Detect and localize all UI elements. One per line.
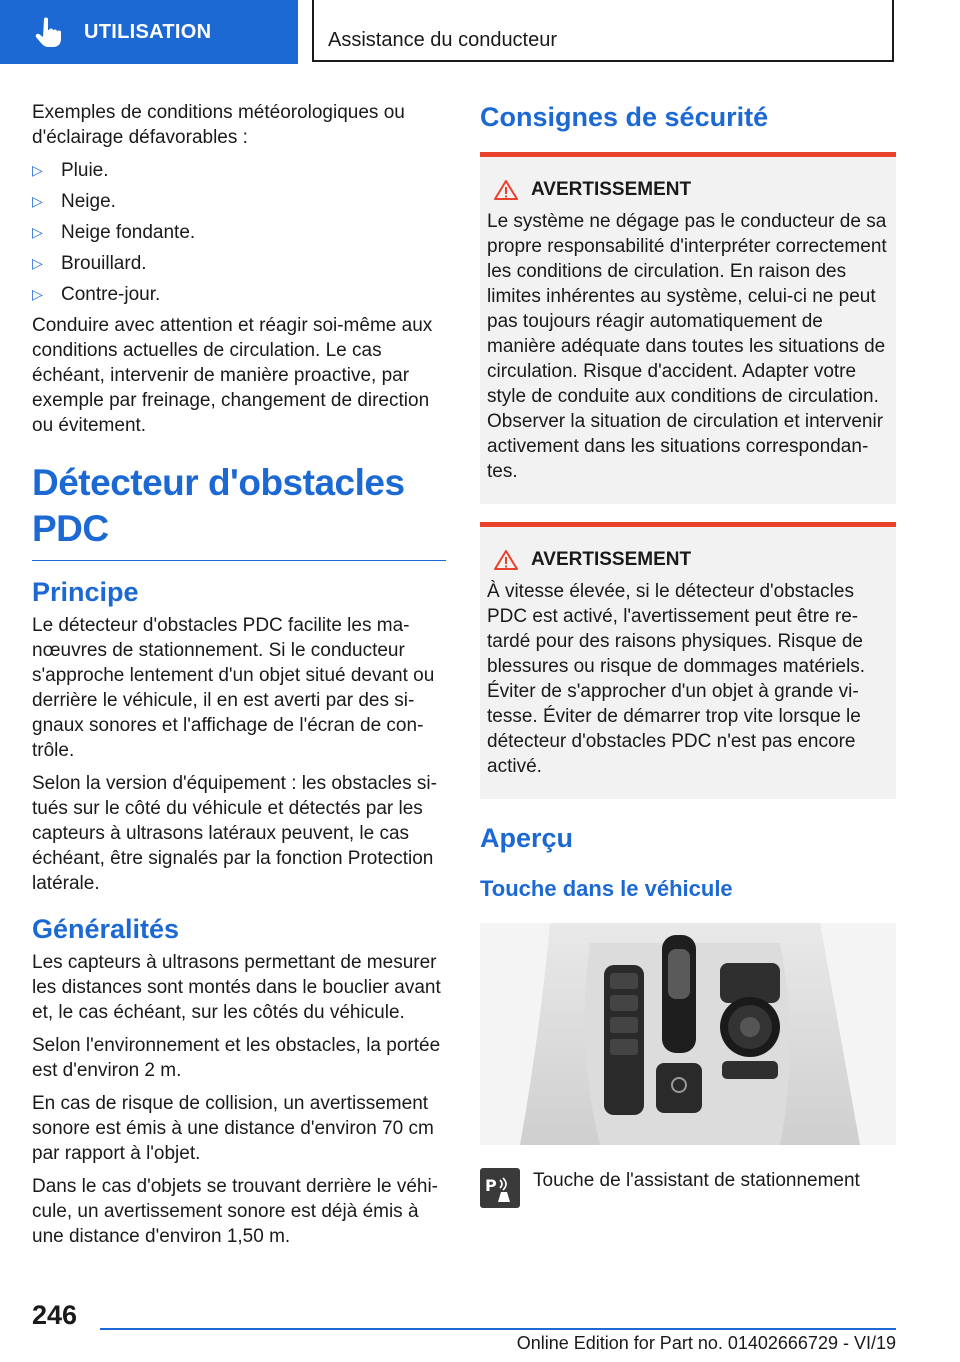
hand-pointer-icon	[32, 15, 66, 49]
warning-title: AVERTISSEMENT	[487, 179, 888, 201]
generalites-paragraph-4: Dans le cas d'objets se trouvant derrière le véhicule, un avertissement sonore est déjà émis à une distance d'environ 1,50 m.	[32, 1176, 438, 1247]
triangle-bullet-icon: ▷	[32, 286, 43, 302]
touche-heading: Touche dans le véhicule	[480, 876, 733, 901]
generalites-paragraph-3: En cas de risque de collision, un avertissement sonore est émis à une distance d'environ 70 cm par rapport à l'objet.	[32, 1093, 434, 1164]
right-column	[480, 100, 896, 1208]
principe-heading: Principe	[32, 577, 139, 607]
page-number: 246	[32, 1300, 78, 1330]
triangle-bullet-icon: ▷	[32, 193, 43, 209]
attention-paragraph: Conduire avec attention et réagir soi-même aux conditions actuelles de circulation. Le cas échéant, intervenir de manière proactive, par exemple par freinage, changement de direction ou évitement.	[32, 315, 433, 436]
section-tab[interactable]	[0, 0, 298, 64]
figure-caption	[480, 1168, 896, 1208]
warning-title: AVERTISSEMENT	[487, 549, 888, 571]
triangle-bullet-icon: ▷	[32, 162, 43, 178]
left-column	[32, 100, 446, 1257]
warning-box	[480, 152, 896, 504]
footer-divider	[100, 1328, 896, 1330]
list-item: ▷ Pluie.	[32, 160, 109, 181]
generalites-paragraph-2: Selon l'environnement et les obstacles, la portée est d'environ 2 m.	[32, 1035, 441, 1081]
list-item: ▷ Neige fondante.	[32, 222, 196, 243]
chapter-title: Assistance du conducteur	[328, 29, 558, 51]
warning-box	[480, 522, 896, 799]
principe-paragraph-2: Selon la version d'équipement : les obstacles situés sur le côté du véhicule et détectés par les capteurs à ultrasons latéraux peuvent, le cas échéant, être signalés par la fonction Protection latérale.	[32, 773, 437, 894]
apercu-heading: Aperçu	[480, 823, 574, 853]
principe-paragraph-1: Le détecteur d'obstacles PDC facilite les manœuvres de stationnement. Si le conducteur s'approche lentement d'un objet situé devant ou derrière le véhicule, il en est averti par des signaux sonores et l'affichage de l'écran de contrôle.	[32, 615, 435, 761]
parking-assistant-button-icon	[480, 1168, 520, 1208]
warning-text: À vitesse élevée, si le détecteur d'obstacles PDC est activé, l'avertissement peut être retardé pour des raisons physiques. Risque de blessures ou risque de dommages matériels. Éviter de s'approcher d'un objet à grande vitesse. Éviter de démarrer trop vite lorsque le détecteur d'obstacles PDC n'est pas encore activé.	[487, 581, 866, 777]
chapter-header	[312, 0, 894, 62]
warning-text: Le système ne dégage pas le conducteur de sa propre responsabilité d'interpréter correctement les conditions de circulation. En raison des limites inhérentes au système, celui-ci ne peut pas toujours réagir automatiquement de manière adéquate dans toutes les situations de circulation. Risque d'accident. Adapter votre style de conduite aux conditions de circulation. Observer la situation de circulation et intervenir activement dans les situations correspondantes.	[487, 211, 887, 482]
caption-text: Touche de l'assistant de stationnement	[533, 1170, 860, 1191]
list-item: ▷ Brouillard.	[32, 253, 147, 274]
triangle-bullet-icon: ▷	[32, 224, 43, 240]
triangle-bullet-icon: ▷	[32, 255, 43, 271]
generalites-heading: Généralités	[32, 914, 180, 944]
section-tab-label: UTILISATION	[84, 20, 212, 43]
list-item: ▷ Contre-jour.	[32, 284, 161, 305]
conditions-list	[32, 158, 446, 307]
list-item: ▷ Neige.	[32, 191, 116, 212]
safety-heading: Consignes de sécurité	[480, 102, 769, 132]
edition-text: Online Edition for Part no. 01402666729 - VI/19	[516, 1333, 896, 1353]
main-heading: Détecteur d'obstacles PDC	[32, 460, 446, 561]
generalites-paragraph-1: Les capteurs à ultrasons permettant de mesurer les distances sont montés dans le bouclier avant et, le cas échéant, sur les côtés du véhicule.	[32, 952, 441, 1023]
center-console-photo	[480, 923, 896, 1145]
warning-triangle-icon	[493, 179, 519, 201]
warning-triangle-icon	[493, 549, 519, 571]
svg-text:P: P	[485, 1176, 497, 1195]
intro-paragraph: Exemples de conditions météorologiques ou d'éclairage défavorables :	[32, 102, 405, 148]
